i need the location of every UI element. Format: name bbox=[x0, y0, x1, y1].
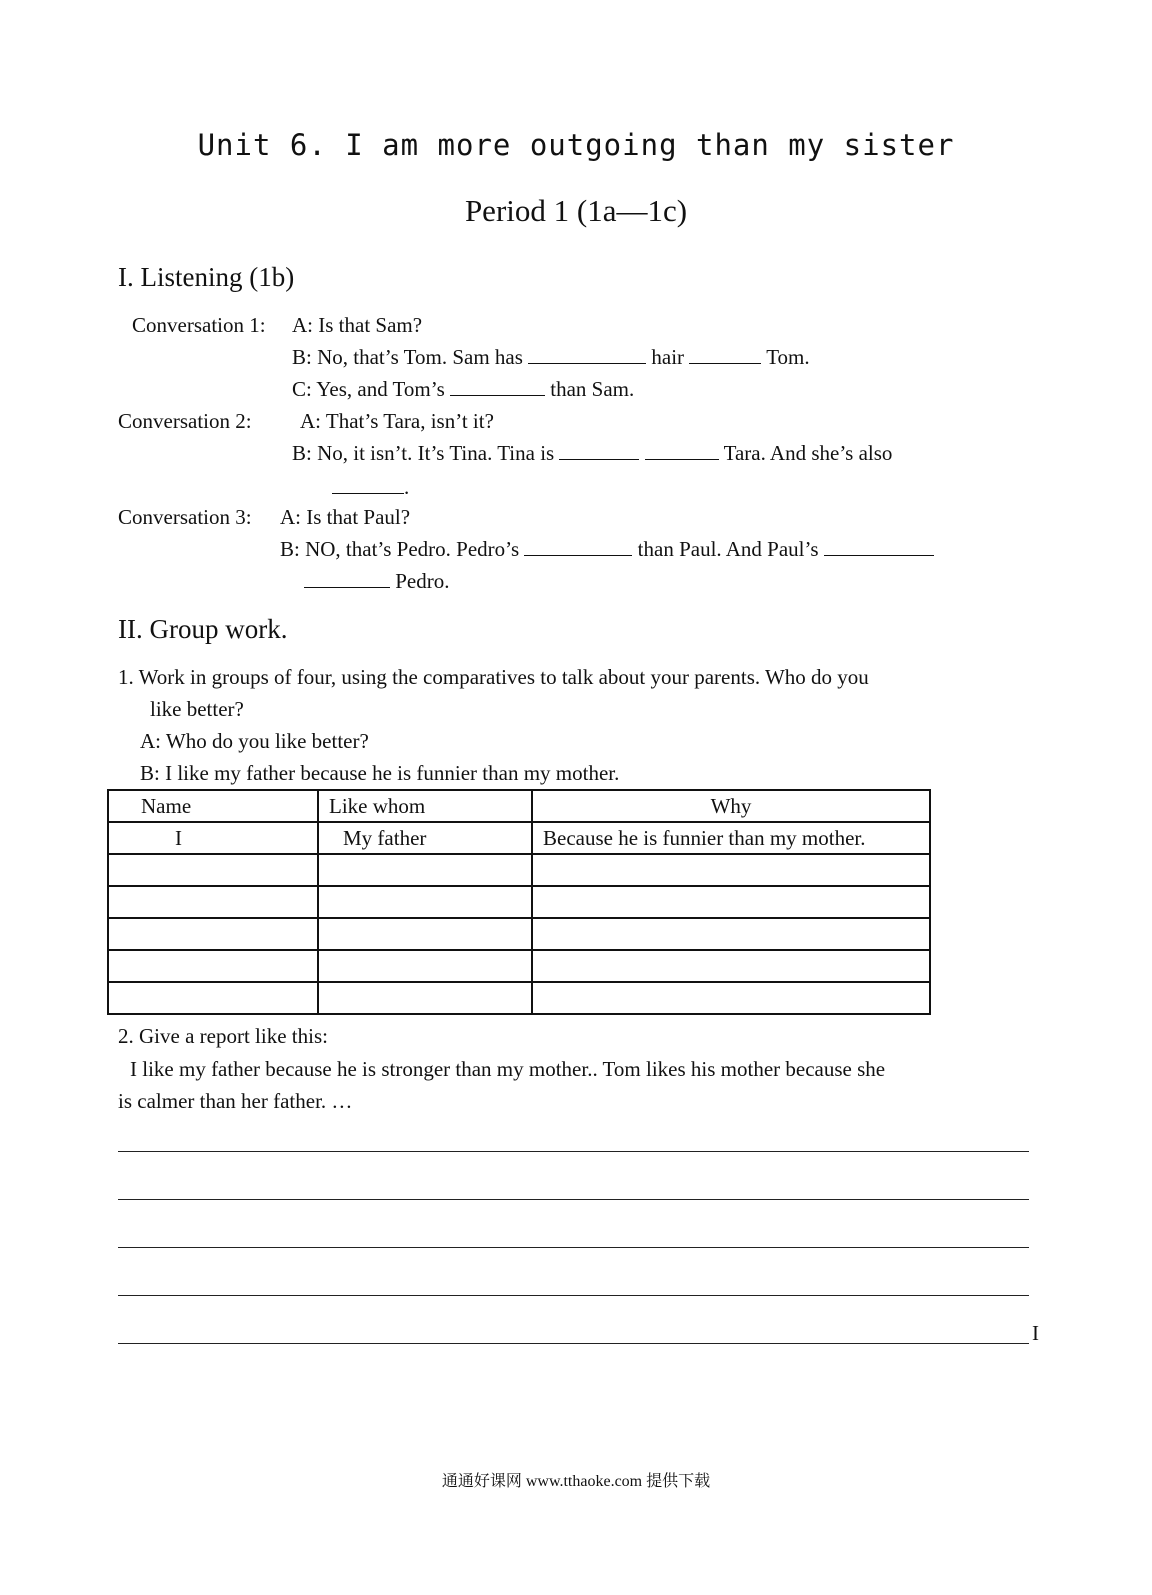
conversation-2-b-text-1: B: No, it isn’t. It’s Tina. Tina is bbox=[292, 441, 555, 465]
table-cell-like-whom[interactable] bbox=[318, 886, 532, 918]
conversation-1-line-a: A: Is that Sam? bbox=[292, 313, 423, 337]
table-cell-name: I bbox=[108, 822, 318, 854]
conversation-2-line-b bbox=[292, 441, 892, 466]
writing-line[interactable] bbox=[118, 1343, 1029, 1344]
table-cell-why: Because he is funnier than my mother. bbox=[532, 822, 930, 854]
section-listening-heading: I. Listening (1b) bbox=[118, 262, 295, 292]
answer-blank[interactable] bbox=[450, 377, 545, 396]
conversation-1-b-text-3: Tom. bbox=[766, 345, 810, 369]
table-cell-like-whom[interactable] bbox=[318, 918, 532, 950]
conversation-1-b-text-1: B: No, that’s Tom. Sam has bbox=[292, 345, 523, 369]
table-cell-name[interactable] bbox=[108, 950, 318, 982]
conversation-1-line-b bbox=[292, 345, 810, 370]
question-1-line-2: like better? bbox=[150, 697, 244, 721]
conversation-1-b-text-2: hair bbox=[651, 345, 685, 369]
table-cell-why[interactable] bbox=[532, 854, 930, 886]
answer-blank[interactable] bbox=[304, 569, 390, 588]
table-cell-name[interactable] bbox=[108, 918, 318, 950]
answer-blank[interactable] bbox=[332, 475, 404, 494]
question-2-example-line-2: is calmer than her father. … bbox=[118, 1089, 353, 1113]
conversation-2-b-text-2: Tara. And she’s also bbox=[723, 441, 893, 465]
table-header-why: Why bbox=[532, 790, 930, 822]
answer-blank[interactable] bbox=[524, 537, 632, 556]
conversation-3-b-text-1: B: NO, that’s Pedro. Pedro’s bbox=[280, 537, 520, 561]
conversation-1-line-c bbox=[292, 377, 634, 402]
table-cell-name[interactable] bbox=[108, 854, 318, 886]
worksheet-title: Unit 6. I am more outgoing than my sister bbox=[197, 128, 955, 162]
conversation-1-label: Conversation 1: bbox=[132, 313, 266, 337]
question-1-example-b: B: I like my father because he is funnier than my mother. bbox=[140, 761, 620, 785]
question-2-label: 2. Give a report like this: bbox=[118, 1024, 328, 1048]
answer-blank[interactable] bbox=[645, 441, 719, 460]
footer-source: 通通好课网 www.tthaoke.com 提供下载 bbox=[441, 1473, 711, 1490]
question-1-line-1: 1. Work in groups of four, using the comparatives to talk about your parents. Who do you bbox=[118, 665, 869, 689]
conversation-3-b-text-3: Pedro. bbox=[395, 569, 450, 593]
question-1-example-a: A: Who do you like better? bbox=[140, 729, 369, 753]
conversation-2-b-text-3: . bbox=[404, 475, 410, 499]
conversation-2-label-text: Conversation 2: bbox=[118, 409, 252, 433]
table-header-like-whom: Like whom bbox=[318, 790, 532, 822]
table-cell-like-whom: My father bbox=[318, 822, 532, 854]
question-2-example-line-1: I like my father because he is stronger than my mother.. Tom likes his mother because she bbox=[130, 1057, 886, 1081]
conversation-3-line-b-cont bbox=[304, 569, 450, 594]
writing-line[interactable] bbox=[118, 1199, 1029, 1200]
writing-line[interactable] bbox=[118, 1295, 1029, 1296]
conversation-2-line-a: A: That’s Tara, isn’t it? bbox=[300, 409, 494, 433]
answer-blank[interactable] bbox=[824, 537, 934, 556]
table-cell-like-whom[interactable] bbox=[318, 982, 532, 1014]
table-cell-why[interactable] bbox=[532, 950, 930, 982]
table-cell-like-whom[interactable] bbox=[318, 950, 532, 982]
section-group-work-heading: II. Group work. bbox=[118, 614, 288, 644]
table-cell-name[interactable] bbox=[108, 886, 318, 918]
writing-line[interactable] bbox=[118, 1151, 1029, 1152]
conversation-3-label: Conversation 3: bbox=[118, 505, 252, 529]
table-header-row bbox=[108, 790, 930, 822]
conversation-3-line-b bbox=[280, 537, 934, 562]
conversation-3-b-text-2: than Paul. And Paul’s bbox=[637, 537, 819, 561]
table-row bbox=[108, 982, 930, 1014]
table-row bbox=[108, 950, 930, 982]
text-cursor-mark: I bbox=[1032, 1321, 1039, 1345]
conversation-2-line-b-cont bbox=[332, 475, 409, 500]
table-row bbox=[108, 822, 930, 854]
table-row bbox=[108, 854, 930, 886]
survey-table bbox=[107, 789, 931, 1015]
writing-line[interactable] bbox=[118, 1247, 1029, 1248]
conversation-1-c-text-1: C: Yes, and Tom’s bbox=[292, 377, 445, 401]
conversation-3-line-a: A: Is that Paul? bbox=[280, 505, 411, 529]
table-header-name: Name bbox=[108, 790, 318, 822]
table-cell-why[interactable] bbox=[532, 982, 930, 1014]
table-cell-like-whom[interactable] bbox=[318, 854, 532, 886]
conversation-1-c-text-2: than Sam. bbox=[550, 377, 635, 401]
table-row bbox=[108, 918, 930, 950]
table-cell-name[interactable] bbox=[108, 982, 318, 1014]
table-cell-why[interactable] bbox=[532, 886, 930, 918]
period-subtitle: Period 1 (1a—1c) bbox=[464, 193, 688, 228]
table-row bbox=[108, 886, 930, 918]
answer-blank[interactable] bbox=[689, 345, 761, 364]
table-cell-why[interactable] bbox=[532, 918, 930, 950]
answer-blank[interactable] bbox=[559, 441, 639, 460]
answer-blank[interactable] bbox=[528, 345, 646, 364]
